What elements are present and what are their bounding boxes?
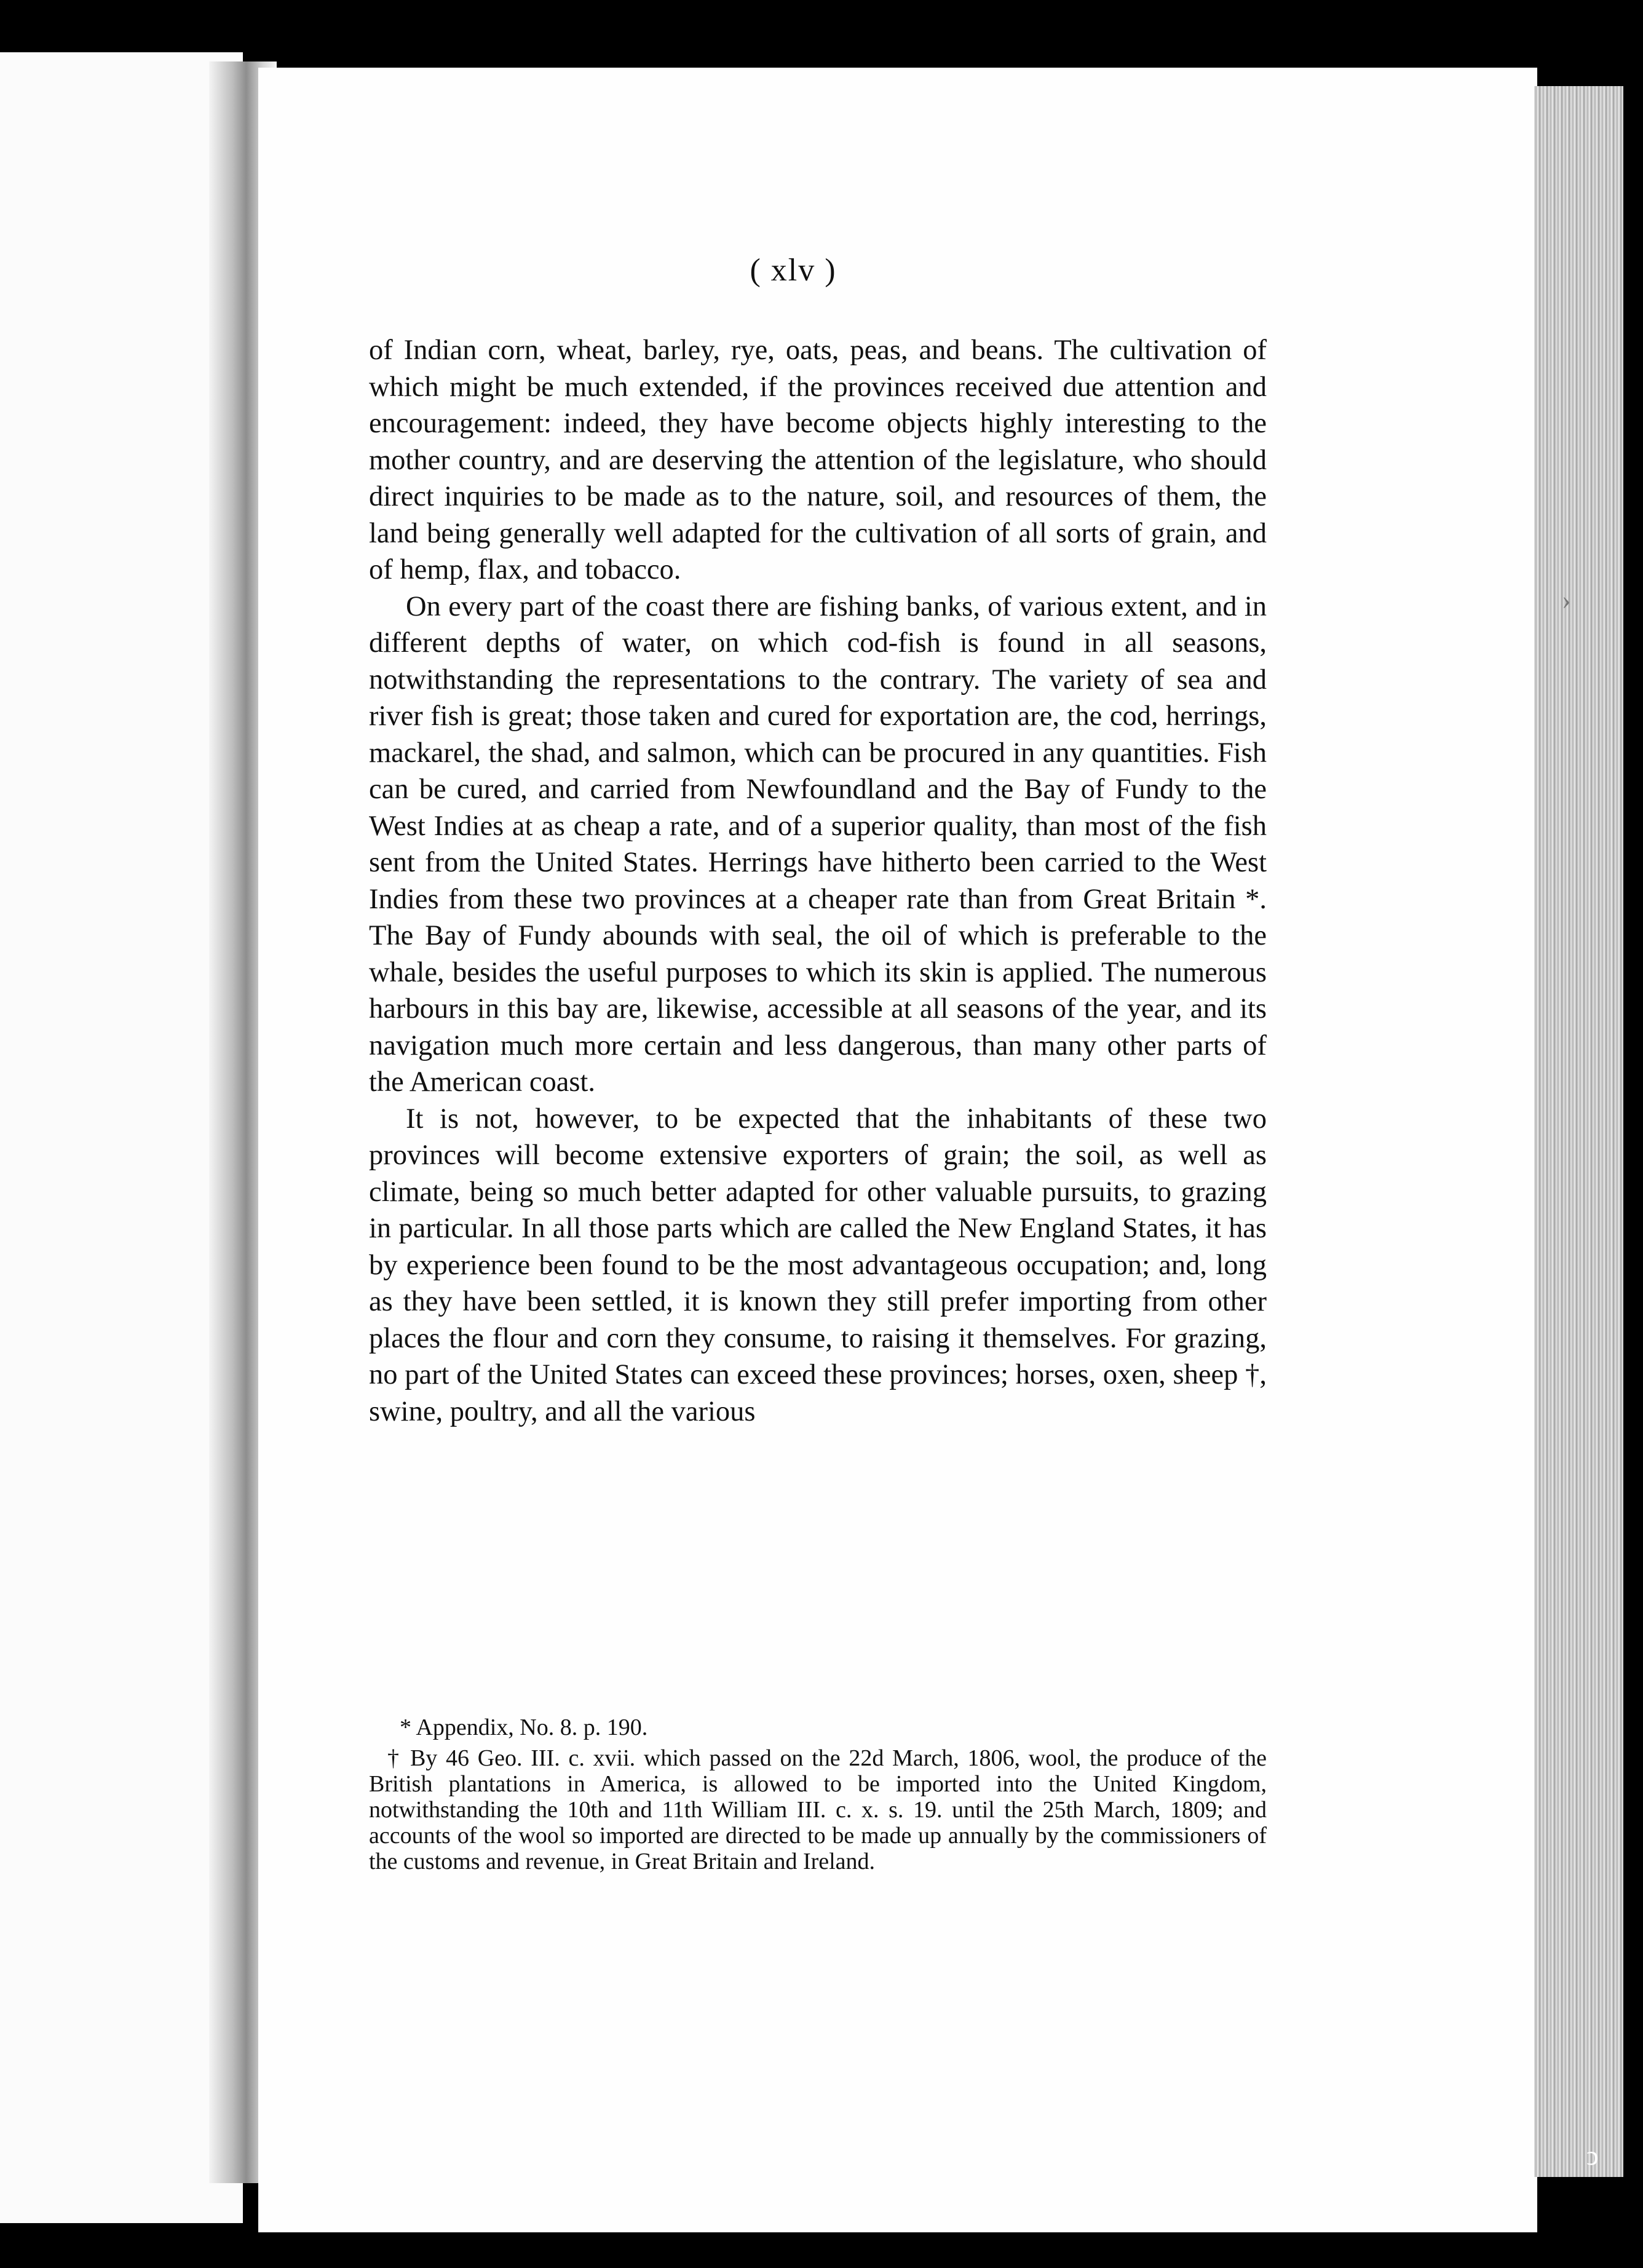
footnote: * Appendix, No. 8. p. 190.: [400, 1715, 648, 1740]
paragraph: It is not, however, to be expected that the inhabitants of these two provinces will become extensive exporters of grain; the soil, as well as climate, being so much better adapted for other valuable pursuits, to grazing in particular. In all those parts which are called the New England States, it has by experience been found to be the most advantageous occupation; and, long as they have been settled, it is known they still prefer importing from other places the flour and corn they consume, to raising it themselves. For grazing, no part of the United States can exceed these provinces; horses, oxen, sheep †, swine, poultry, and all the various: [369, 1103, 1267, 1427]
page-fore-edge: [1534, 86, 1623, 2177]
paragraph: of Indian corn, wheat, barley, rye, oats, peas, and beans. The cultivation of which might be much extended, if the provinces received due attention and encouragement: indeed, they have become objects highly interesting to the mother country, and are deserving the attention of the legislature, who should direct inquiries to be made as to the nature, soil, and resources of them, the land being generally well adapted for the cultivation of all sorts of grain, and of hemp, flax, and tobacco.: [369, 335, 1267, 585]
footnote: † By 46 Geo. III. c. xvii. which passed on the 22d March, 1806, wool, the produce of the British plantations in America, is allowed to be imported into the United Kingdom, notwithstanding the 10th and 11th William III. c. x. s. 19. until the 25th March, 1809; and accounts of the wool so imported are directed to be made up annually by the commissioners of the customs and revenue, in Great Britain and Ireland.: [369, 1745, 1267, 1874]
paragraph: On every part of the coast there are fishing banks, of various extent, and in different depths of water, on which cod-fish is found in all seasons, notwithstanding the representations to the contrary. The variety of sea and river fish is great; those taken and cured for exportation are, the cod, herrings, mackarel, the shad, and salmon, which can be procured in any quantities. Fish can be cured, and carried from Newfoundland and the Bay of Fundy to the West Indies at as cheap a rate, and of a superior quality, than most of the fish sent from the United States. Herrings have hitherto been carried to the West Indies from these two provinces at a cheaper rate than from Great Britain *. The Bay of Fundy abounds with seal, the oil of which is preferable to the whale, besides the useful purposes to which its skin is applied. The numerous harbours in this bay are, likewise, accessible at all seasons of the year, and its navigation much more certain and less dangerous, than many other parts of the American coast.: [369, 590, 1267, 1098]
page-number-header: ( xlv ): [750, 253, 837, 288]
footnotes: [369, 1715, 1267, 1874]
corner-mark: ↄ: [1586, 2141, 1599, 2171]
margin-mark: ›: [1562, 585, 1571, 615]
left-page-text: [0, 0, 243, 2268]
main-text: [369, 332, 1267, 1685]
